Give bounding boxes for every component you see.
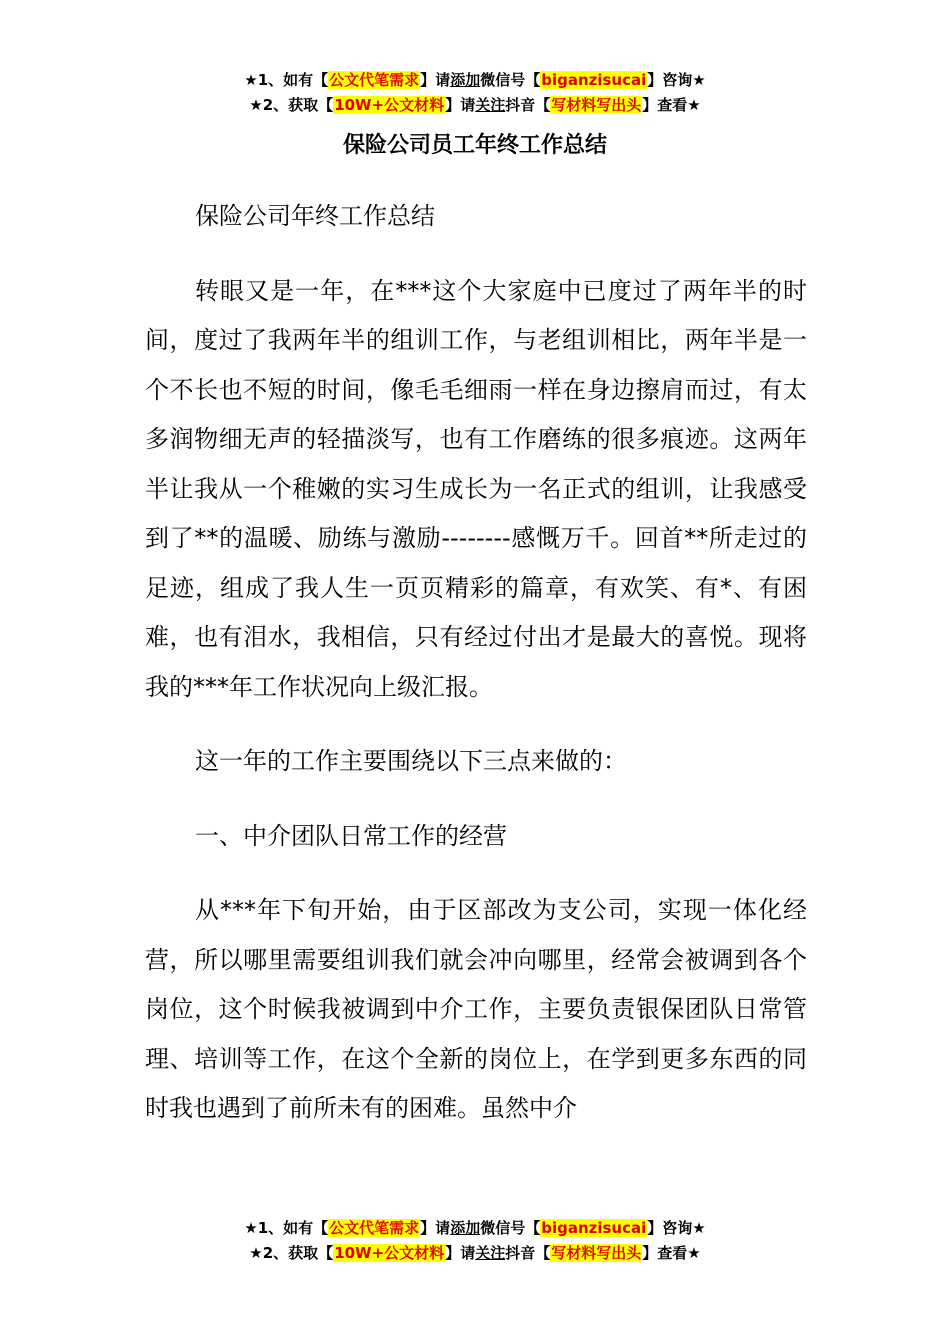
promo-underline: 关注 <box>475 96 506 114</box>
promo-text: 】咨询★ <box>647 1219 706 1237</box>
promo-text: ★2、获取【 <box>249 1244 334 1262</box>
promo-text: 】请 <box>420 1219 451 1237</box>
promo-text: 微信号【 <box>480 1219 541 1237</box>
paragraph-subtitle: 保险公司年终工作总结 <box>195 202 435 230</box>
promo-highlight: 10W+公文材料 <box>334 1244 445 1262</box>
paragraph-section-1: 从***年下旬开始，由于区部改为支公司，实现一体化经营，所以哪里需要组训我们就会冲向哪里，经常会被调到各个岗位，这个时候我被调到中介工作，主要负责银保团队日常管理、培训等工作，在这个全新的岗位上，在学到更多东西的同时我也遇到了前所未有的困难。虽然中介 <box>145 896 807 1122</box>
promo-line-1 <box>0 1216 950 1241</box>
promo-text: 抖音【 <box>505 1244 551 1262</box>
document-body <box>145 192 807 1134</box>
promo-highlight: 公文代笔需求 <box>329 1219 420 1237</box>
promo-text: 微信号【 <box>480 71 541 89</box>
promo-line-2 <box>0 93 950 118</box>
promo-highlight: 写材料写出头 <box>551 96 642 114</box>
promo-underline: 关注 <box>475 1244 506 1262</box>
promo-text: 】请 <box>420 71 451 89</box>
promo-underline: 添加 <box>450 71 481 89</box>
paragraph-intro: 转眼又是一年，在***这个大家庭中已度过了两年半的时间，度过了我两年半的组训工作，与老组训相比，两年半是一个不长也不短的时间，像毛毛细雨一样在身边擦肩而过，有太多润物细无声的轻描淡写，也有工作磨练的很多痕迹。这两年半让我从一个稚嫩的实习生成长为一名正式的组训，让我感受到了**的温暖、励练与激励--------感慨万千。回首**所走过的足迹，组成了我人生一页页精彩的篇章，有欢笑、有*、有困难，也有泪水，我相信，只有经过付出才是最大的喜悦。现将我的***年工作状况向上级汇报。 <box>145 276 807 701</box>
promo-text: 】请 <box>445 1244 476 1262</box>
promo-banner-top <box>0 68 950 118</box>
promo-line-2 <box>0 1241 950 1266</box>
promo-highlight: biganzisucai <box>541 1219 647 1237</box>
promo-highlight: 写材料写出头 <box>551 1244 642 1262</box>
document-title: 保险公司员工年终工作总结 <box>342 133 607 158</box>
promo-text: 】咨询★ <box>647 71 706 89</box>
promo-underline: 添加 <box>450 1219 481 1237</box>
section-heading-1: 一、中介团队日常工作的经营 <box>195 821 507 850</box>
promo-text: ★1、如有【 <box>244 1219 329 1237</box>
promo-text: ★1、如有【 <box>244 71 329 89</box>
promo-text: 抖音【 <box>505 96 551 114</box>
paragraph-overview: 这一年的工作主要围绕以下三点来做的： <box>195 747 627 775</box>
promo-line-1 <box>0 68 950 93</box>
promo-highlight: 10W+公文材料 <box>334 96 445 114</box>
promo-text: 】请 <box>445 96 476 114</box>
promo-highlight: 公文代笔需求 <box>329 71 420 89</box>
promo-text: ★2、获取【 <box>249 96 334 114</box>
promo-highlight: biganzisucai <box>541 71 647 89</box>
promo-banner-bottom <box>0 1216 950 1266</box>
promo-text: 】查看★ <box>642 1244 701 1262</box>
promo-text: 】查看★ <box>642 96 701 114</box>
